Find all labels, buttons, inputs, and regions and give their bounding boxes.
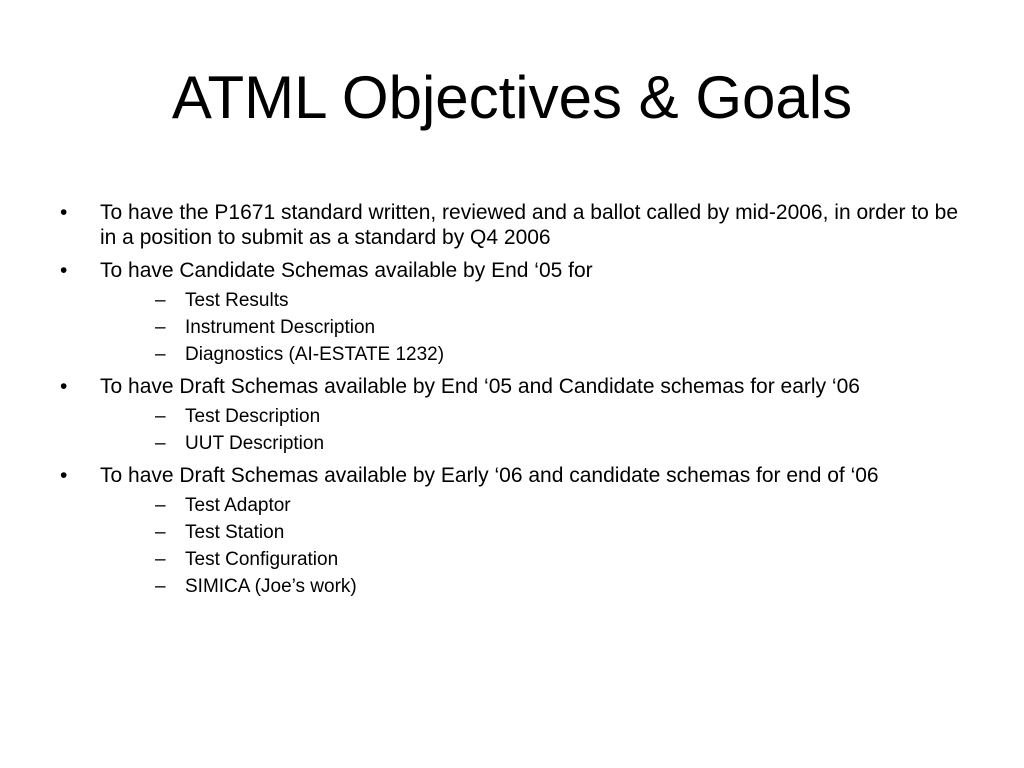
sub-item xyxy=(100,432,960,455)
sub-marker: – xyxy=(155,290,166,311)
sub-item-text: Test Configuration xyxy=(185,549,339,570)
bullet-marker: • xyxy=(60,464,68,487)
sub-item-text: Diagnostics (AI-ESTATE 1232) xyxy=(185,344,445,365)
bullet-marker: • xyxy=(60,201,68,224)
bullet-item xyxy=(60,258,960,366)
sub-item xyxy=(100,575,960,598)
bullet-text: To have Candidate Schemas available by End ‘05 for xyxy=(100,259,593,282)
sub-marker: – xyxy=(155,576,166,597)
sub-marker: – xyxy=(155,433,166,454)
bullet-list xyxy=(60,200,960,606)
sub-item-text: Instrument Description xyxy=(185,317,376,338)
bullet-item xyxy=(60,200,960,250)
bullet-text: To have the P1671 standard written, reviewed and a ballot called by mid-2006, in order to be in a position to submit as a standard by Q4 2006 xyxy=(100,201,959,249)
sub-item-text: Test Results xyxy=(185,290,289,311)
bullet-item xyxy=(60,463,960,598)
sub-item-text: SIMICA (Joe’s work) xyxy=(185,576,357,597)
sub-marker: – xyxy=(155,406,166,427)
sub-list xyxy=(100,289,960,366)
sub-marker: – xyxy=(155,522,166,543)
sub-item-text: Test Station xyxy=(185,522,285,543)
sub-item xyxy=(100,316,960,339)
slide-title: ATML Objectives & Goals xyxy=(171,64,853,131)
sub-item xyxy=(100,494,960,517)
sub-item xyxy=(100,405,960,428)
sub-item-text: Test Adaptor xyxy=(185,495,291,516)
sub-marker: – xyxy=(155,495,166,516)
sub-item-text: UUT Description xyxy=(185,433,325,454)
bullet-item xyxy=(60,374,960,455)
sub-marker: – xyxy=(155,549,166,570)
sub-item xyxy=(100,548,960,571)
sub-item xyxy=(100,521,960,544)
sub-list xyxy=(100,494,960,598)
sub-marker: – xyxy=(155,317,166,338)
sub-item xyxy=(100,289,960,312)
sub-marker: – xyxy=(155,344,166,365)
bullet-marker: • xyxy=(60,259,68,282)
sub-item xyxy=(100,343,960,366)
bullet-text: To have Draft Schemas available by End ‘05 and Candidate schemas for early ‘06 xyxy=(100,375,860,398)
sub-list xyxy=(100,405,960,455)
bullet-text: To have Draft Schemas available by Early ‘06 and candidate schemas for end of ‘06 xyxy=(100,464,879,487)
sub-item-text: Test Description xyxy=(185,406,321,427)
bullet-marker: • xyxy=(60,375,68,398)
